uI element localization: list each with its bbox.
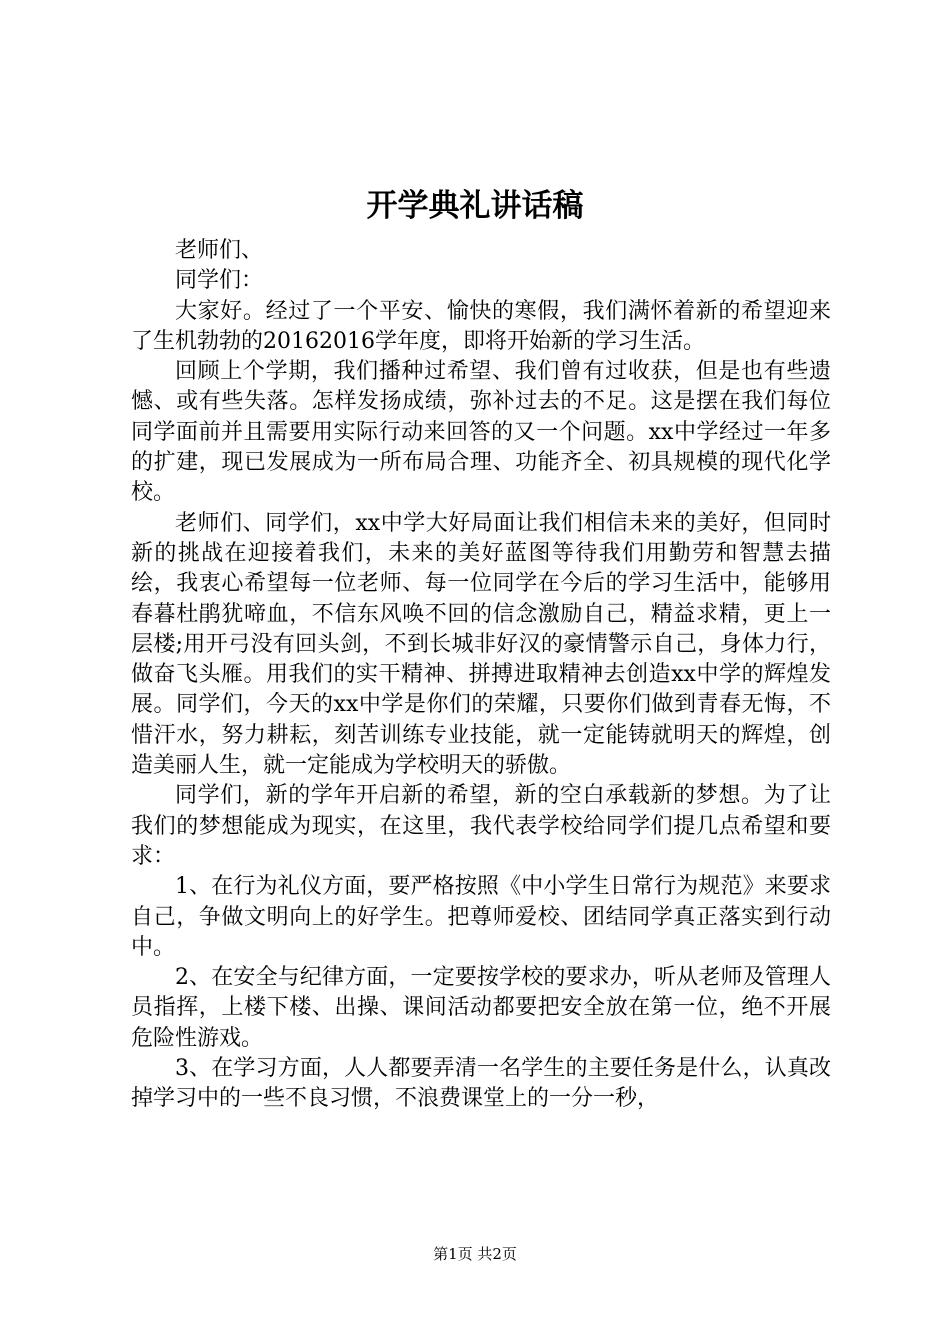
speech-body — [131, 236, 831, 1115]
paragraph-requirement-study: 3、在学习方面，人人都要弄清一名学生的主要任务是什么，认真改掉学习中的一些不良习惯，不浪费课堂上的一分一秒， — [131, 1056, 831, 1112]
paragraph-opening: 大家好。经过了一个平安、愉快的寒假，我们满怀着新的希望迎来了生机勃勃的20162016学年度，即将开始新的学习生活。 — [131, 298, 831, 354]
paragraph-review: 回顾上个学期，我们播种过希望、我们曾有过收获，但是也有些遗憾、或有些失落。怎样发扬成绩，弥补过去的不足。这是摆在我们每位同学面前并且需要用实际行动来回答的又一个问题。xx中学经过一年多的扩建，现已发展成为一所布局合理、功能齐全、初具规模的现代化学校。 — [131, 359, 831, 506]
page-footer: 第1页 共2页 — [433, 1245, 517, 1263]
greeting-students: 同学们： — [175, 268, 264, 294]
paragraph-encouragement: 老师们、同学们，xx中学大好局面让我们相信未来的美好，但同时新的挑战在迎接着我们，未来的美好蓝图等待我们用勤劳和智慧去描绘，我衷心希望每一位老师、每一位同学在今后的学习生活中，能够用春暮杜鹃犹啼血，不信东风唤不回的信念激励自己，精益求精，更上一层楼;用开弓没有回头剑，不到长城非好汉的豪情警示自己，身体力行，做奋飞头雁。用我们的实干精神、拼搏进取精神去创造xx中学的辉煌发展。同学们，今天的xx中学是你们的荣耀，只要你们做到青春无悔，不惜汗水，努力耕耘，刻苦训练专业技能，就一定能铸就明天的辉煌，创造美丽人生，就一定能成为学校明天的骄傲。 — [131, 510, 831, 779]
page-title: 开学典礼讲话稿 — [366, 188, 584, 224]
paragraph-requirement-etiquette: 1、在行为礼仪方面，要严格按照《中小学生日常行为规范》来要求自己，争做文明向上的好学生。把尊师爱校、团结同学真正落实到行动中。 — [131, 874, 831, 960]
paragraph-requirements-intro: 同学们，新的学年开启新的希望，新的空白承载新的梦想。为了让我们的梦想能成为现实，在这里，我代表学校给同学们提几点希望和要求： — [131, 783, 831, 869]
paragraph-requirement-safety: 2、在安全与纪律方面，一定要按学校的要求办，听从老师及管理人员指挥，上楼下楼、出操、课间活动都要把安全放在第一位，绝不开展危险性游戏。 — [131, 965, 831, 1051]
greeting-teachers: 老师们、 — [175, 238, 264, 263]
